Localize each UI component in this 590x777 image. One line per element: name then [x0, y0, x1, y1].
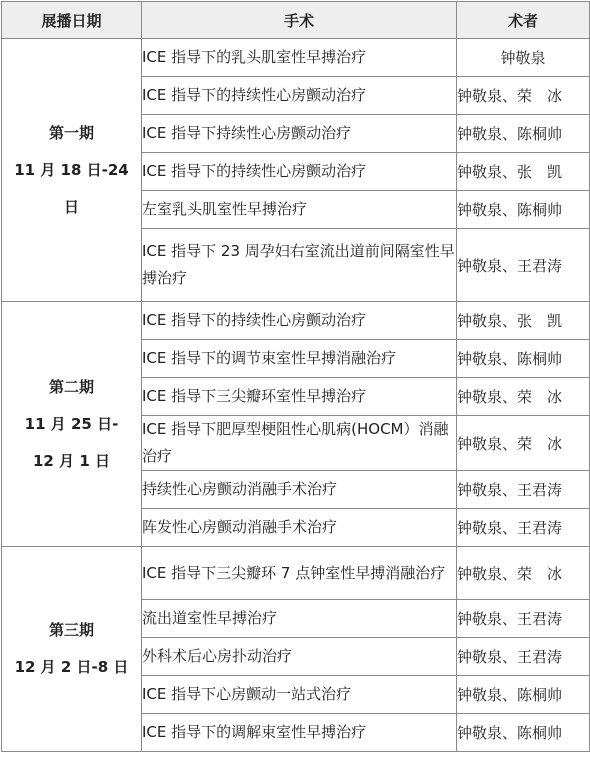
surgery-cell: 外科术后心房扑动治疗 — [142, 638, 457, 676]
surgeon-cell: 钟敬泉、陈桐帅 — [457, 340, 590, 378]
header-surgery: 手术 — [142, 2, 457, 39]
surgeon-cell: 钟敬泉、张 凯 — [457, 302, 590, 340]
surgeon-cell: 钟敬泉、陈桐帅 — [457, 115, 590, 153]
period-label: 11 月 18 日-24 — [14, 160, 129, 179]
surgery-cell: ICE 指导下心房颤动一站式治疗 — [142, 676, 457, 714]
header-surgeon: 术者 — [457, 2, 590, 39]
schedule-table — [1, 1, 590, 752]
surgeon-cell: 钟敬泉、王君涛 — [457, 471, 590, 509]
surgery-cell: 持续性心房颤动消融手术治疗 — [142, 471, 457, 509]
surgeon-cell: 钟敬泉、陈桐帅 — [457, 191, 590, 229]
period-label: 第二期 — [48, 377, 94, 396]
surgery-cell: 阵发性心房颤动消融手术治疗 — [142, 509, 457, 547]
table-row — [2, 302, 590, 340]
surgeon-cell: 钟敬泉、荣 冰 — [457, 547, 590, 600]
period-label: 12 月 1 日 — [33, 451, 110, 470]
table-row — [2, 39, 590, 77]
surgeon-cell: 钟敬泉、荣 冰 — [457, 77, 590, 115]
period-label: 11 月 25 日- — [24, 414, 119, 433]
surgery-cell: ICE 指导下的乳头肌室性早搏治疗 — [142, 39, 457, 77]
surgeon-cell: 钟敬泉、王君涛 — [457, 509, 590, 547]
period-label: 第三期 — [48, 621, 94, 639]
surgery-cell: ICE 指导下的调节束室性早搏消融治疗 — [142, 340, 457, 378]
surgery-cell: ICE 指导下的持续性心房颤动治疗 — [142, 302, 457, 340]
surgery-cell: ICE 指导下肥厚型梗阻性心肌病(HOCM）消融治疗 — [142, 416, 457, 471]
period-label: 12 月 2 日-8 日 — [14, 658, 129, 676]
surgery-cell: ICE 指导下的调解束室性早搏治疗 — [142, 714, 457, 752]
surgeon-cell: 钟敬泉、荣 冰 — [457, 416, 590, 471]
surgeon-cell: 钟敬泉、王君涛 — [457, 229, 590, 302]
surgeon-cell: 钟敬泉、王君涛 — [457, 600, 590, 638]
surgery-cell: ICE 指导下持续性心房颤动治疗 — [142, 115, 457, 153]
surgeon-cell: 钟敬泉、陈桐帅 — [457, 714, 590, 752]
period-cell — [2, 302, 142, 547]
header-row — [2, 2, 590, 39]
surgeon-cell: 钟敬泉、荣 冰 — [457, 378, 590, 416]
surgery-cell: ICE 指导下三尖瓣环室性早搏治疗 — [142, 378, 457, 416]
surgeon-cell: 钟敬泉、陈桐帅 — [457, 676, 590, 714]
surgery-cell: ICE 指导下的持续性心房颤动治疗 — [142, 77, 457, 115]
surgeon-cell: 钟敬泉、王君涛 — [457, 638, 590, 676]
surgery-cell: 左室乳头肌室性早搏治疗 — [142, 191, 457, 229]
surgery-cell: ICE 指导下 23 周孕妇右室流出道前间隔室性早搏治疗 — [142, 229, 457, 302]
period-cell — [2, 547, 142, 752]
period-label: 第一期 — [48, 123, 94, 142]
surgeon-cell: 钟敬泉、张 凯 — [457, 153, 590, 191]
surgeon-cell: 钟敬泉 — [457, 39, 590, 77]
surgery-cell: ICE 指导下三尖瓣环 7 点钟室性早搏消融治疗 — [142, 547, 457, 600]
header-date: 展播日期 — [2, 2, 142, 39]
surgery-cell: ICE 指导下的持续性心房颤动治疗 — [142, 153, 457, 191]
period-cell — [2, 39, 142, 302]
surgery-cell: 流出道室性早搏治疗 — [142, 600, 457, 638]
period-label: 日 — [63, 197, 79, 216]
table-row — [2, 547, 590, 600]
